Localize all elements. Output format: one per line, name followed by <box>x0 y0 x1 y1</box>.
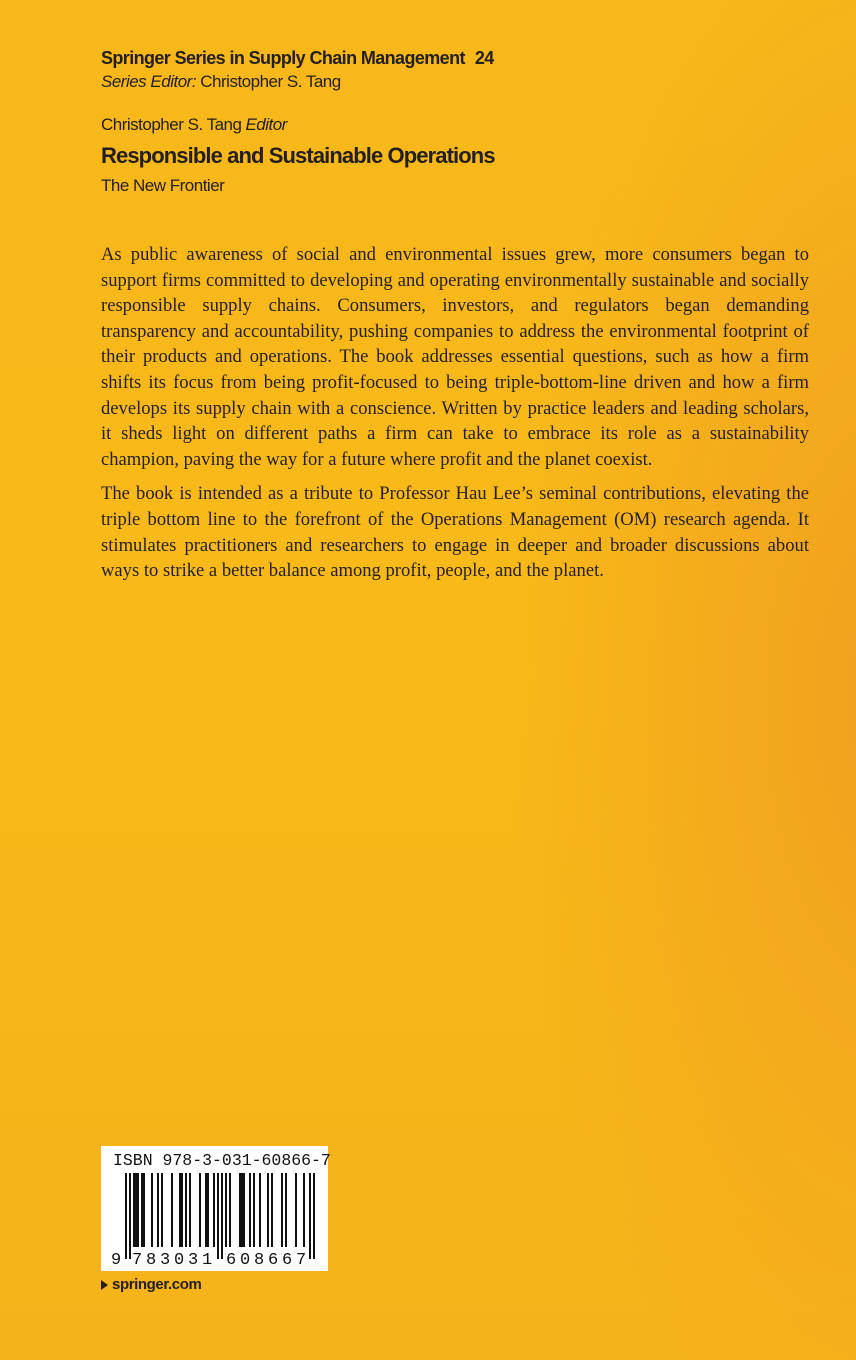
barcode-digit: 0 <box>174 1251 185 1267</box>
barcode-bar <box>207 1173 209 1247</box>
isbn-label: ISBN 978-3-031-60866-7 <box>113 1151 331 1170</box>
book-title: Responsible and Sustainable Operations <box>101 143 495 168</box>
barcode-bar <box>189 1173 191 1247</box>
barcode-bar <box>271 1173 273 1247</box>
book-subtitle: The New Frontier <box>101 176 225 195</box>
barcode-digit: 7 <box>296 1251 307 1267</box>
barcode-digit: 0 <box>240 1251 251 1267</box>
series-title-line <box>101 46 494 70</box>
barcode-bar <box>267 1173 269 1247</box>
barcode-bar <box>295 1173 297 1247</box>
book-description <box>101 242 809 593</box>
barcode-bar <box>221 1173 223 1259</box>
barcode-bar <box>125 1173 127 1259</box>
series-editor-name: Christopher S. Tang <box>200 72 341 91</box>
barcode-bar <box>239 1173 241 1247</box>
barcode-bar <box>217 1173 219 1259</box>
barcode-bar <box>135 1173 137 1247</box>
barcode-bar <box>161 1173 163 1247</box>
book-editor-name: Christopher S. Tang <box>101 115 242 134</box>
barcode-digit: 3 <box>160 1251 171 1267</box>
barcode-digit: 6 <box>282 1251 293 1267</box>
barcode-bar <box>143 1173 145 1247</box>
barcode-bar <box>137 1173 139 1247</box>
barcode-bar <box>225 1173 227 1247</box>
book-editor-line <box>101 113 287 137</box>
barcode-digit: 8 <box>254 1251 265 1267</box>
barcode-bar <box>281 1173 283 1247</box>
series-volume: 24 <box>474 48 494 68</box>
barcode-bar <box>229 1173 231 1247</box>
barcode-bar <box>313 1173 315 1259</box>
barcode-bar <box>133 1173 135 1247</box>
barcode-bar <box>199 1173 201 1247</box>
barcode-bar <box>157 1173 159 1247</box>
barcode-bar <box>179 1173 181 1247</box>
barcode-bar <box>185 1173 187 1247</box>
publisher-link-text: springer.com <box>112 1276 202 1293</box>
barcode-digit: 6 <box>226 1251 237 1267</box>
barcode-bar <box>259 1173 261 1247</box>
barcode-bar <box>205 1173 207 1247</box>
barcode-bar <box>171 1173 173 1247</box>
barcode-digit: 9 <box>111 1251 122 1267</box>
barcode-bar <box>151 1173 153 1247</box>
publisher-website-link[interactable] <box>101 1276 201 1293</box>
isbn-barcode-box <box>101 1146 331 1271</box>
barcode-bar <box>243 1173 245 1247</box>
barcode-bar <box>181 1173 183 1247</box>
barcode-bar <box>129 1173 131 1259</box>
series-editor-line <box>101 70 494 94</box>
barcode-bar <box>303 1173 305 1247</box>
barcode-digit: 1 <box>202 1251 213 1267</box>
barcode-bar <box>253 1173 255 1247</box>
barcode-bar <box>141 1173 143 1247</box>
barcode-digit: 7 <box>132 1251 143 1267</box>
barcode-icon <box>111 1173 318 1267</box>
barcode-bar <box>309 1173 311 1259</box>
series-info <box>101 46 494 94</box>
barcode-digit: 3 <box>188 1251 199 1267</box>
barcode-digit: 8 <box>146 1251 157 1267</box>
book-editor-role: Editor <box>245 115 287 134</box>
barcode-bar <box>241 1173 243 1247</box>
description-paragraph: As public awareness of social and environmental issues grew, more consumers began to support firms committed to developing and operating environmentally sustainable and socially responsible supply chains. Consumers, investors, and regulators began demanding transparency and accountability, pushing companies to address the environmental footprint of their products and operations. The book addresses essential questions, such as how a firm shifts its focus from being profit-focused to being triple-bottom-line driven and how a firm develops its supply chain with a conscience. Written by practice leaders and leading scholars, it sheds light on different paths a firm can take to embrace its role as a sustainability champion, paving the way for a future where profit and the planet coexist. <box>101 244 809 470</box>
arrow-right-icon <box>101 1280 108 1290</box>
barcode-digit: 6 <box>268 1251 279 1267</box>
barcode-bar <box>285 1173 287 1247</box>
barcode-bar <box>213 1173 215 1247</box>
description-paragraph: The book is intended as a tribute to Professor Hau Lee’s seminal contributions, elevating the triple bottom line to the forefront of the Operations Management (OM) research agenda. It stimulates practitioners and researchers to engage in deeper and broader discussions about ways to strike a better balance among profit, people, and the planet. <box>101 483 809 582</box>
series-editor-label: Series Editor: <box>101 72 197 91</box>
barcode-bar <box>249 1173 251 1247</box>
series-title: Springer Series in Supply Chain Management <box>101 48 465 68</box>
